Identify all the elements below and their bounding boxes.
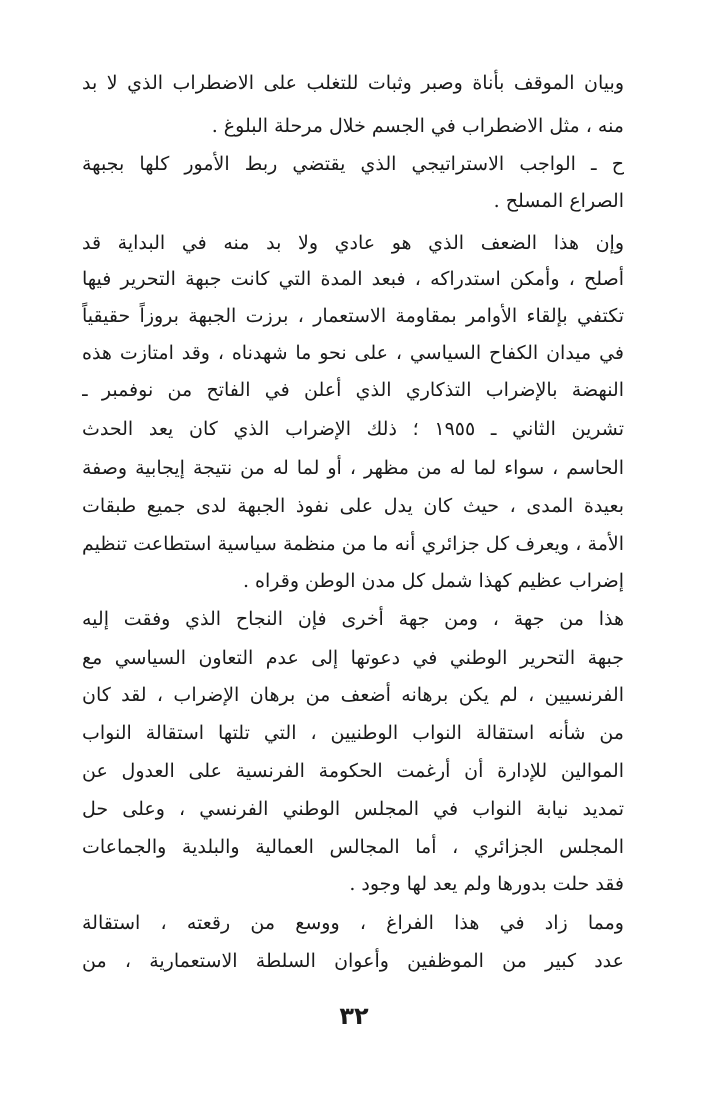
text-line: المجلس الجزائري ، أما المجالس العمالية والبلدية والجماعات: [82, 836, 624, 858]
text-line: الصراع المسلح .: [493, 190, 624, 212]
text-line: في ميدان الكفاح السياسي ، على نحو ما شهدناه ، وقد امتازت هذه: [82, 342, 624, 364]
page-number: ٣٢: [339, 1002, 369, 1030]
text-line: ح ـ الواجب الاستراتيجي الذي يقتضي ربط الأمور كلها بجبهة: [82, 153, 624, 175]
text-line: الموالين للإدارة أن أرغمت الحكومة الفرنسية على العدول عن: [82, 760, 624, 782]
text-line: من شأنه استقالة النواب الوطنيين ، التي تلتها استقالة النواب: [82, 722, 624, 744]
text-line: تشرين الثاني ـ ١٩٥٥ ؛ ذلك الإضراب الذي كان يعد الحدث: [82, 418, 624, 440]
text-line: هذا من جهة ، ومن جهة أخرى فإن النجاح الذي وفقت إليه: [82, 608, 624, 630]
text-line: الفرنسيين ، لم يكن برهانه أضعف من برهان الإضراب ، لقد كان: [82, 684, 624, 706]
text-line: فقد حلت بدورها ولم يعد لها وجود .: [349, 873, 624, 895]
text-line: ومما زاد في هذا الفراغ ، ووسع من رقعته ، استقالة: [82, 912, 624, 934]
text-line: أصلح ، وأمكن استدراكه ، فبعد المدة التي كانت جبهة التحرير فيها: [82, 268, 624, 290]
text-line: منه ، مثل الاضطراب في الجسم خلال مرحلة البلوغ .: [211, 115, 624, 137]
text-line: جبهة التحرير الوطني في دعوتها إلى عدم التعاون السياسي مع: [82, 647, 624, 669]
text-line: وإن هذا الضعف الذي هو عادي ولا بد منه في البداية قد: [82, 232, 624, 254]
text-line: الحاسم ، سواء لما له من مظهر ، أو لما له من نتيجة إيجابية وصفة: [82, 457, 624, 479]
text-line: تكتفي بإلقاء الأوامر بمقاومة الاستعمار ، برزت الجبهة بروزاً حقيقياً: [82, 305, 624, 327]
text-line: النهضة بالإضراب التذكاري الذي أعلن في الفاتح من نوفمبر ـ: [82, 379, 624, 401]
text-line: تمديد نيابة النواب في المجلس الوطني الفرنسي ، وعلى حل: [82, 798, 624, 820]
text-line: وبيان الموقف بأناة وصبر وثبات للتغلب على الاضطراب الذي لا بد: [82, 72, 624, 94]
text-line: بعيدة المدى ، حيث كان يدل على نفوذ الجبهة لدى جميع طبقات: [82, 495, 624, 517]
text-line: الأمة ، ويعرف كل جزائري أنه ما من منظمة سياسية استطاعت تنظيم: [82, 533, 624, 555]
text-line: عدد كبير من الموظفين وأعوان السلطة الاستعمارية ، من: [82, 950, 624, 972]
text-line: إضراب عظيم كهذا شمل كل مدن الوطن وقراه .: [242, 570, 624, 592]
